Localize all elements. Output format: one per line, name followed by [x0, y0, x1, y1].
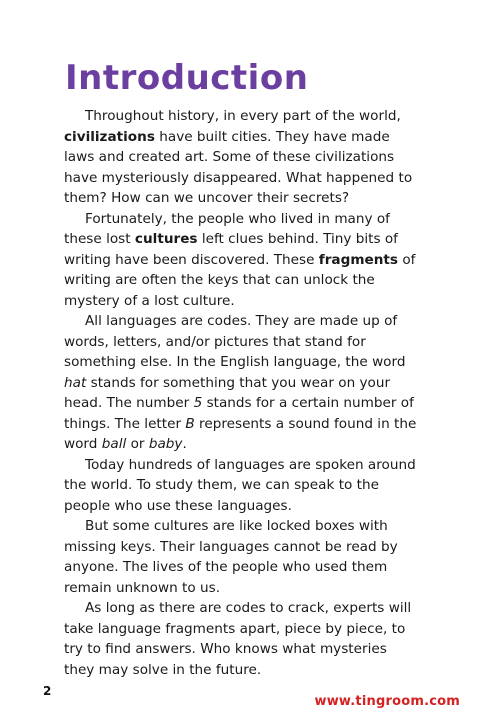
paragraph-3	[64, 311, 420, 455]
page-title: Introduction	[65, 58, 309, 98]
paragraph-3-text-6: .	[182, 436, 187, 452]
paragraph-5: But some cultures are like locked boxes with missing keys. Their languages cannot be read by anyone. The lives of the people who used them remain unknown to us.	[64, 518, 398, 596]
paragraph-3-text-3: stands for a certain number of things. The letter	[64, 395, 414, 432]
paragraph-2-text-1: Fortunately, the people who lived in many of these lost	[64, 210, 390, 247]
paragraph-6: As long as there are codes to crack, experts will take language fragments apart, piece by piece, to try to find answers. Who knows what mysteries they may solve in the future.	[64, 600, 412, 678]
paragraph-3-text-2: stands for something that you wear on your head. The number	[64, 374, 391, 411]
paragraph-4: Today hundreds of languages are spoken around the world. To study them, we can speak to the people who use these languages.	[64, 456, 416, 514]
bold-term-fragments: fragments	[318, 251, 398, 268]
italic-word-hat: hat	[64, 374, 87, 391]
paragraph-2-text-3: of writing are often the keys that can unlock the mystery of a lost culture.	[64, 251, 416, 309]
body-text	[64, 106, 420, 680]
bold-term-cultures: cultures	[134, 231, 198, 247]
paragraph-2	[64, 209, 420, 312]
italic-word-ball: ball	[101, 436, 127, 452]
italic-word-baby: baby	[148, 436, 183, 452]
paragraph-3-text-1: All languages are codes. They are made up of words, letters, and/or pictures that stand for something else. In the English language, the word	[64, 313, 406, 370]
paragraph-2-text-2: left clues behind. Tiny bits of writing have been discovered. These	[64, 231, 398, 268]
page-number: 2	[43, 684, 52, 698]
italic-number-5: 5	[193, 395, 203, 411]
paragraph-3-text-5: or	[130, 436, 145, 452]
paragraph-1-text-2: have built cities. They have made laws and created art. Some of these civilizations have mysteriously disappeared. What happened to them? How can we uncover their secrets?	[64, 128, 413, 206]
paragraph-1-text-1: Throughout history, in every part of the world,	[85, 108, 401, 124]
bold-term-civilizations: civilizations	[64, 128, 155, 145]
paragraph-1	[64, 106, 420, 209]
paragraph-3-text-4: represents a sound found in the word	[64, 415, 417, 452]
italic-letter-b: B	[185, 415, 195, 432]
watermark: www.tingroom.com	[314, 694, 460, 709]
